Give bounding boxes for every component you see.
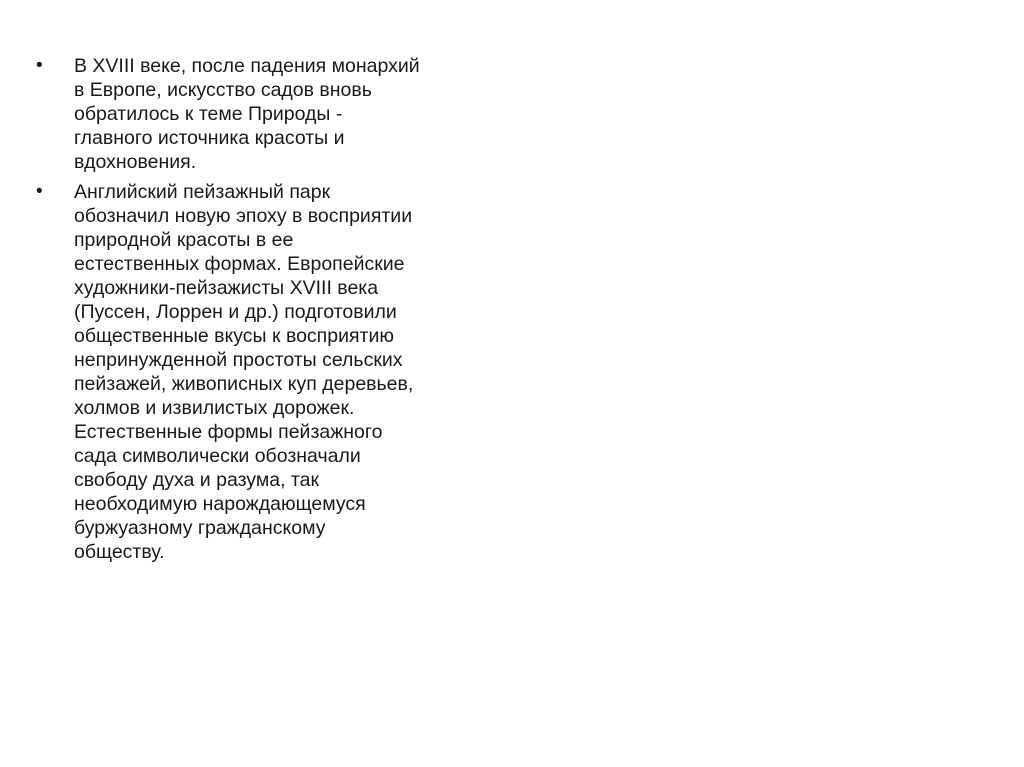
text-line: сада символически обозначали: [74, 445, 361, 467]
text-line: обозначил новую эпоху в восприятии: [74, 205, 413, 227]
bullet-marker: •: [36, 181, 43, 202]
text-line: свободу духа и разума, так: [74, 469, 319, 491]
text-line: общественные вкусы к восприятию: [74, 325, 394, 347]
text-line: естественных формах. Европейские: [74, 253, 405, 275]
bullet-list: [34, 54, 504, 570]
text-line: необходимую нарождающемуся: [74, 493, 366, 515]
text-line: буржуазному гражданскому: [74, 517, 326, 539]
text-line: Английский пейзажный парк: [74, 181, 331, 203]
text-line: вдохновения.: [74, 151, 197, 173]
bullet-marker: •: [36, 55, 43, 76]
text-line: в Европе, искусство садов вновь: [74, 79, 372, 101]
text-line: обратилось к теме Природы -: [74, 103, 343, 125]
text-line: художники-пейзажисты XVIII века: [74, 277, 379, 299]
text-line: В XVIII веке, после падения монархий: [74, 55, 420, 77]
bullet-item-1: [34, 54, 504, 174]
text-line: Естественные формы пейзажного: [74, 421, 383, 443]
bullet-item-2: [34, 180, 504, 564]
text-line: пейзажей, живописных куп деревьев,: [74, 373, 414, 395]
text-line: непринужденной простоты сельских: [74, 349, 403, 371]
text-line: обществу.: [74, 541, 165, 563]
text-line: (Пуссен, Лоррен и др.) подготовили: [74, 301, 397, 323]
text-line: природной красоты в ее: [74, 229, 294, 251]
text-line: главного источника красоты и: [74, 127, 345, 149]
text-line: холмов и извилистых дорожек.: [74, 397, 355, 419]
